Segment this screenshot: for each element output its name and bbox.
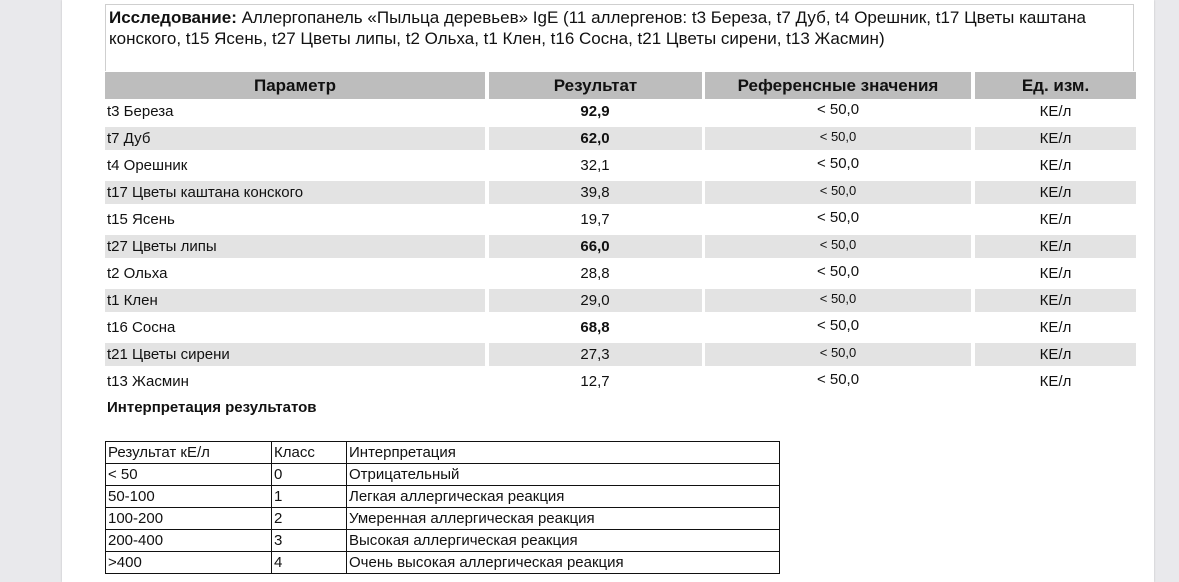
- interp-cell: 3: [272, 530, 347, 552]
- table-row: [105, 289, 1136, 312]
- study-text: Аллергопанель «Пыльца деревьев» IgE (11 аллергенов: t3 Береза, t7 Дуб, t4 Орешник, t17 Цветы каштана конского, t15 Ясень, t27 Цветы липы, t2 Ольха, t1 Клен, t16 Сосна, t21 Цветы сирени, t13 Жасмин): [109, 8, 1086, 48]
- result-cell: 62,0: [580, 130, 610, 147]
- reference-cell: < 50,0: [816, 263, 860, 280]
- study-description: [105, 4, 1134, 71]
- table-row: [105, 262, 1136, 285]
- reference-cell: < 50,0: [816, 101, 860, 118]
- table-row: [105, 316, 1136, 339]
- table-row: [105, 235, 1136, 258]
- interp-cell: Отрицательный: [347, 464, 780, 486]
- reference-cell: < 50,0: [816, 209, 860, 226]
- interp-cell: < 50: [106, 464, 272, 486]
- result-cell: 28,8: [580, 265, 610, 282]
- param-cell: t17 Цветы каштана конского: [107, 184, 304, 201]
- reference-cell: < 50,0: [819, 183, 857, 198]
- interp-cell: >400: [106, 552, 272, 574]
- interp-cell: Результат кЕ/л: [106, 442, 272, 464]
- result-cell: 66,0: [580, 238, 610, 255]
- result-cell: 39,8: [580, 184, 610, 201]
- header-unit: Ед. изм.: [975, 72, 1136, 99]
- unit-cell: КЕ/л: [1039, 130, 1072, 147]
- table-row: [105, 181, 1136, 204]
- header-reference: Референсные значения: [705, 72, 971, 99]
- interp-cell: Высокая аллергическая реакция: [347, 530, 780, 552]
- result-cell: 92,9: [580, 103, 610, 120]
- reference-cell: < 50,0: [816, 155, 860, 172]
- param-cell: t16 Сосна: [107, 319, 176, 336]
- interp-row: [106, 508, 780, 530]
- interp-cell: Очень высокая аллергическая реакция: [347, 552, 780, 574]
- reference-cell: < 50,0: [819, 237, 857, 252]
- interp-cell: Интерпретация: [347, 442, 780, 464]
- interp-cell: 100-200: [106, 508, 272, 530]
- param-cell: t2 Ольха: [107, 265, 168, 282]
- table-row: [105, 127, 1136, 150]
- table-row: [105, 100, 1136, 123]
- interp-header-row: [106, 442, 780, 464]
- param-cell: t3 Береза: [107, 103, 174, 120]
- param-cell: t13 Жасмин: [107, 373, 189, 390]
- unit-cell: КЕ/л: [1039, 373, 1072, 390]
- study-label: Исследование:: [109, 8, 237, 27]
- reference-cell: < 50,0: [816, 371, 860, 388]
- interp-cell: 0: [272, 464, 347, 486]
- interp-cell: 2: [272, 508, 347, 530]
- result-cell: 68,8: [580, 319, 610, 336]
- interp-cell: Умеренная аллергическая реакция: [347, 508, 780, 530]
- interp-cell: 50-100: [106, 486, 272, 508]
- table-row: [105, 208, 1136, 231]
- reference-cell: < 50,0: [816, 317, 860, 334]
- header-result: Результат: [489, 72, 702, 99]
- table-row: [105, 343, 1136, 366]
- interp-cell: 200-400: [106, 530, 272, 552]
- unit-cell: КЕ/л: [1039, 211, 1072, 228]
- table-row: [105, 370, 1136, 393]
- param-cell: t7 Дуб: [107, 130, 151, 147]
- reference-cell: < 50,0: [819, 129, 857, 144]
- reference-cell: < 50,0: [819, 291, 857, 306]
- interp-row: [106, 552, 780, 574]
- interp-cell: Класс: [272, 442, 347, 464]
- unit-cell: КЕ/л: [1039, 292, 1072, 309]
- interp-cell: Легкая аллергическая реакция: [347, 486, 780, 508]
- document-page: [62, 0, 1154, 582]
- result-cell: 12,7: [580, 373, 610, 390]
- param-cell: t4 Орешник: [107, 157, 188, 174]
- unit-cell: КЕ/л: [1039, 238, 1072, 255]
- result-cell: 32,1: [580, 157, 610, 174]
- param-cell: t15 Ясень: [107, 211, 175, 228]
- interp-cell: 4: [272, 552, 347, 574]
- unit-cell: КЕ/л: [1039, 319, 1072, 336]
- param-cell: t27 Цветы липы: [107, 238, 217, 255]
- unit-cell: КЕ/л: [1039, 265, 1072, 282]
- param-cell: t21 Цветы сирени: [107, 346, 230, 363]
- reference-cell: < 50,0: [819, 345, 857, 360]
- param-cell: t1 Клен: [107, 292, 158, 309]
- result-cell: 27,3: [580, 346, 610, 363]
- table-row: [105, 154, 1136, 177]
- interpretation-title: Интерпретация результатов: [107, 399, 317, 416]
- unit-cell: КЕ/л: [1039, 103, 1072, 120]
- interp-row: [106, 530, 780, 552]
- interp-cell: 1: [272, 486, 347, 508]
- interpretation-table: [105, 441, 780, 574]
- unit-cell: КЕ/л: [1039, 346, 1072, 363]
- unit-cell: КЕ/л: [1039, 184, 1072, 201]
- unit-cell: КЕ/л: [1039, 157, 1072, 174]
- interp-row: [106, 486, 780, 508]
- result-cell: 19,7: [580, 211, 610, 228]
- header-parameter: Параметр: [105, 72, 485, 99]
- interp-row: [106, 464, 780, 486]
- result-cell: 29,0: [580, 292, 610, 309]
